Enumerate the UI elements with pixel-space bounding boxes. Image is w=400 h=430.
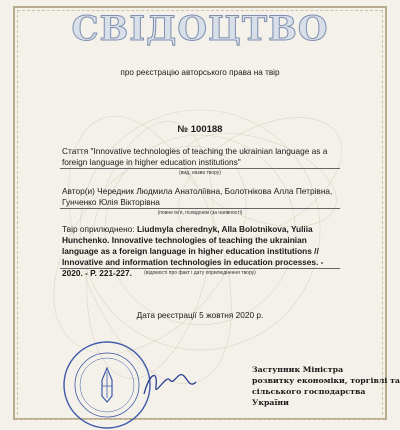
registration-date: Дата реєстрації 5 жовтня 2020 р. (136, 310, 264, 320)
official-signatory (252, 364, 400, 408)
official-title-line3: сільського господарства України (252, 387, 366, 407)
authors-label: Автор(и) (62, 186, 95, 196)
work-title-note: (вид, назва твору) (179, 170, 221, 176)
official-title-line2: розвитку економіки, торгівлі та (252, 376, 400, 385)
signature (140, 364, 200, 400)
authors-block (62, 186, 342, 208)
publication-note: (відомості про факт і дату оприлюднення твору) (144, 270, 256, 276)
certificate-subtitle: про реєстрацію авторського права на твір (120, 68, 280, 77)
divider (60, 268, 340, 269)
authors-note: (повне ім'я, псевдонім (за наявності) (157, 210, 243, 216)
official-title-line1: Заступник Міністра (252, 365, 344, 374)
authors-value: Чередник Людмила Анатоліївна, Болотнікова Алла Петрівна, Гунченко Юлія Вікторівна (62, 186, 333, 207)
publication-label: Твір оприлюднено: (62, 224, 135, 234)
official-seal (62, 340, 152, 430)
divider (60, 168, 340, 169)
publication-value: Liudmyla cherednyk, Alla Bolotnikova, Yuliia Hunchenko. Innovative technologies of teaching the ukrainian language as a foreign language in higher education institutions // Innovative and information technologies in education processes. - 2020. - P. 221-227. (62, 224, 324, 278)
certificate-number: № 100188 (177, 124, 223, 135)
work-title: Стаття "Innovative technologies of teaching the ukrainian language as a foreign language in higher education institutions" (62, 146, 328, 167)
certificate-title: СВІДОЦТВО (71, 9, 329, 49)
divider (60, 208, 340, 209)
